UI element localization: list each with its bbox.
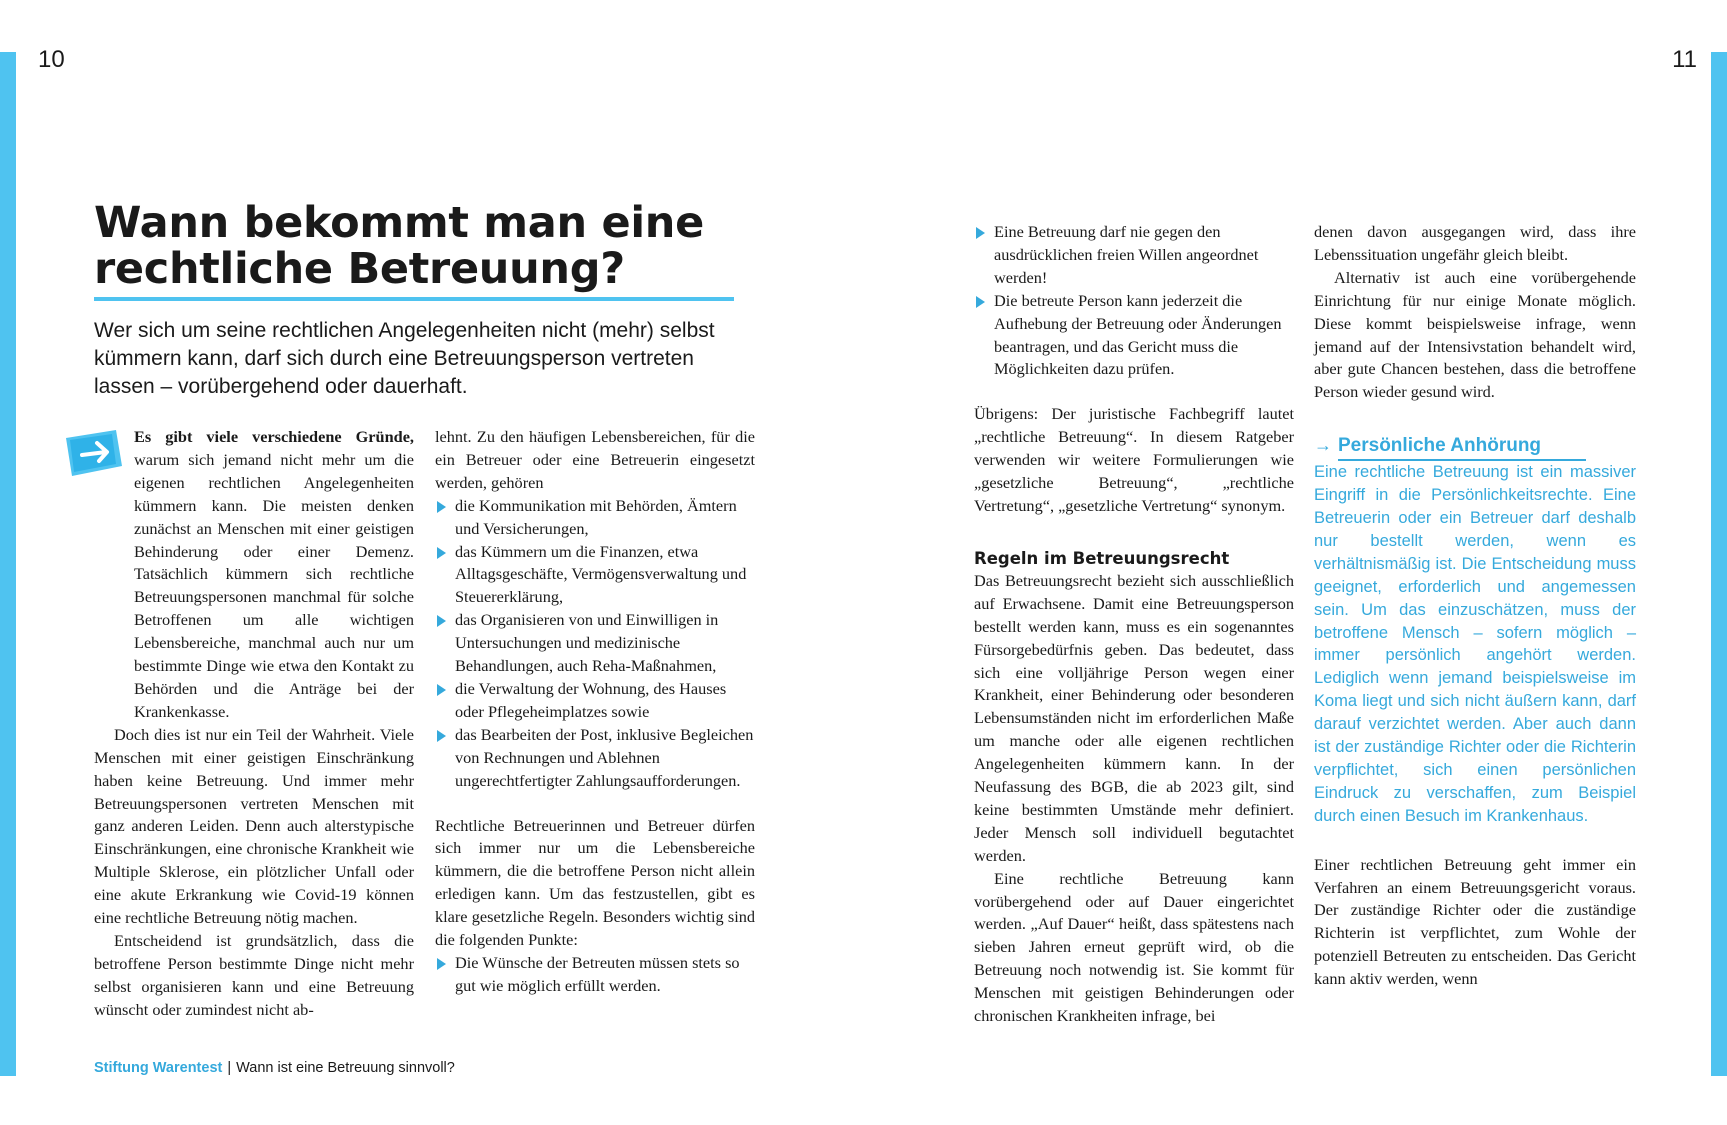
paragraph: Alternativ ist auch eine vorübergehende Einrichtung für nur einige Monate möglich. Diese kommt beispielsweise infrage, wenn jemand auf der Intensivstation behandelt wird, aber gute Chancen bestehen, dass die betroffene Person wieder gesund wird.: [1314, 267, 1636, 402]
list-item: Eine Betreuung darf nie gegen den ausdrücklichen freien Willen angeordnet werden!: [974, 221, 1294, 290]
list-item: Die Wünsche der Betreuten müssen stets so gut wie möglich erfüllt werden.: [435, 952, 755, 998]
title-underline: [94, 297, 734, 301]
paragraph: Eine rechtliche Betreuung kann vorübergehend oder auf Dauer eingerichtet werden. „Auf Dauer“ heißt, dass spätestens nach sieben Jahren erneut geprüft wird, ob die Betreuung noch notwendig ist. Sie kommt für Menschen mit geistigen Behinderungen oder chronischen Krankheiten infrage, bei: [974, 868, 1294, 1026]
paragraph: Einer rechtlichen Betreuung geht immer ein Verfahren an einem Betreuungsgericht voraus. Der zuständige Richter oder die zuständige Richterin ist verpflichtet, zum Wohle der potenziell Betreuten zu entscheiden. Das Gericht kann aktiv werden, wenn: [1314, 854, 1636, 989]
right-edge-bar: [1711, 52, 1727, 1076]
bullet-triangle-icon: [976, 227, 985, 239]
bullet-triangle-icon: [437, 684, 446, 696]
paragraph: Rechtliche Betreuerinnen und Betreuer dürfen sich immer nur um die Lebensbereiche kümmern, die die betroffene Person nicht allein erledigen kann. Um das festzustellen, gibt es klare gesetzliche Regeln. Besonders wichtig sind die folgenden Punkte:: [435, 815, 755, 950]
arrow-right-icon: →: [1314, 435, 1332, 456]
paragraph: Das Betreuungsrecht bezieht sich ausschließlich auf Erwachsene. Damit eine Betreuungsperson bestellt werden kann, muss es ein sogenanntes Fürsorgebedürfnis geben. Das bedeutet, dass sich eine volljährige Person wegen einer Krankheit, einer Behinderung oder besonderen Lebensumständen nicht im erforderlichen Maße um manche oder alle eigenen rechtlichen Angelegenheiten kümmern kann. In der Neufassung des BGB, die ab 2023 gilt, sind keine bestimmten Umstände mehr definiert. Jeder Mensch soll individuell begutachtet werden.: [974, 570, 1294, 865]
paragraph-text: warum sich jemand nicht mehr um die eigenen rechtlichen Angelegenheiten kümmern kann. Die meisten denken zunächst an Menschen mit einer geistigen Behinderung oder einer Demenz. Tatsächlich kümmern sich rechtliche Betreuungspersonen manchmal für solche Betroffenen um alle wichtigen Lebensbereiche, manchmal auch nur um bestimmte Dinge wie etwa den Kontakt zu Behörden und die Anträge bei der Krankenkasse.: [134, 449, 414, 721]
column-4: [1314, 221, 1636, 991]
left-edge-bar: [0, 52, 16, 1076]
lead-paragraph: Wer sich um seine rechtlichen Angelegenheiten nicht (mehr) selbst kümmern kann, darf sich durch eine Betreuungsperson vertreten lassen – vorübergehend oder dauerhaft.: [94, 319, 715, 398]
column-1: [94, 426, 414, 1022]
paragraph: Entscheidend ist grundsätzlich, dass die betroffene Person bestimmte Dinge nicht mehr selbst organisieren kann und eine Betreuung wünscht oder zumindest nicht ab-: [94, 930, 414, 1019]
info-box-title: Persönliche Anhörung: [1338, 435, 1586, 461]
paragraph: lehnt. Zu den häufigen Lebensbereichen, für die ein Betreuer oder eine Betreuerin eingesetzt werden, gehören: [435, 427, 755, 492]
paragraph: [94, 426, 414, 724]
bullet-list: [435, 495, 755, 793]
list-item: das Organisieren von und Einwilligen in Untersuchungen und medizinische Behandlungen, auch Reha-Maßnahmen,: [435, 609, 755, 678]
footer-brand: Stiftung Warentest: [94, 1060, 223, 1076]
footer: [94, 1060, 455, 1076]
lead-in-text: Es gibt viele verschiedene Gründe,: [134, 427, 414, 446]
paragraph: Übrigens: Der juristische Fachbegriff lautet „rechtliche Betreuung“. In diesem Ratgeber verwenden wir weitere Formulierungen wie „gesetzliche Betreuung“, „rechtliche Vertretung“, „gesetzliche Vertretung“ synonym.: [974, 404, 1294, 515]
info-box-heading: [1314, 434, 1636, 461]
info-box-text: Eine rechtliche Betreuung ist ein massiver Eingriff in die Persönlichkeitsrechte. Eine Betreuerin oder ein Betreuer darf deshalb nur bestellt werden, wenn es verhältnismäßig ist. Die Entscheidung muss geeignet, erforderlich und angemessen sein. Um das einzuschätzen, muss der betroffene Mensch – sofern möglich – immer persönlich angehört werden. Lediglich wenn jemand beispielsweise im Koma liegt und sich nicht äußern kann, darf darauf verzichtet werden. Aber auch dann ist der zuständige Richter oder die Richterin verpflichtet, sich einen persönlichen Eindruck zu verschaffen, zum Beispiel durch einen Besuch im Krankenhaus.: [1314, 463, 1636, 825]
list-item: das Bearbeiten der Post, inklusive Begleichen von Rechnungen und Ablehnen ungerechtfertigter Zahlungsaufforderungen.: [435, 724, 755, 793]
bullet-triangle-icon: [437, 501, 446, 513]
bullet-triangle-icon: [437, 615, 446, 627]
paragraph: denen davon ausgegangen wird, dass ihre Lebenssituation ungefähr gleich bleibt.: [1314, 222, 1636, 264]
paragraph: Doch dies ist nur ein Teil der Wahrheit. Viele Menschen mit einer geistigen Einschränkung haben keine Betreuung. Und immer mehr Betreuungspersonen vertreten Menschen mit ganz anderen Leiden. Denn auch alterstypische Einschränkungen, eine chronische Krankheit wie Multiple Sklerose, ein plötzlicher Unfall oder eine akute Erkrankung wie Covid-19 können eine rechtliche Betreuung nötig machen.: [94, 724, 414, 928]
bullet-triangle-icon: [976, 296, 985, 308]
column-2: [435, 426, 755, 998]
bullet-list: [974, 221, 1294, 381]
section-heading: Regeln im Betreuungsrecht: [974, 548, 1230, 568]
list-item: die Kommunikation mit Behörden, Ämtern und Versicherungen,: [435, 495, 755, 541]
bullet-triangle-icon: [437, 730, 446, 742]
bullet-triangle-icon: [437, 547, 446, 559]
list-item: Die betreute Person kann jederzeit die Aufhebung der Betreuung oder Änderungen beantragen, und das Gericht muss die Möglichkeiten dazu prüfen.: [974, 290, 1294, 382]
footer-separator: |: [227, 1060, 232, 1076]
page-number-right: 11: [1672, 46, 1697, 73]
list-item: die Verwaltung der Wohnung, des Hauses oder Pflegeheimplatzes sowie: [435, 678, 755, 724]
page-number-left: 10: [38, 46, 65, 73]
bullet-triangle-icon: [437, 958, 446, 970]
bullet-list: [435, 952, 755, 998]
column-3: [974, 221, 1294, 1028]
footer-title: Wann ist eine Betreuung sinnvoll?: [236, 1060, 455, 1076]
page-title: Wann bekommt man eine rechtliche Betreuung?: [94, 198, 704, 294]
list-item: das Kümmern um die Finanzen, etwa Alltagsgeschäfte, Vermögensverwaltung und Steuererklärung,: [435, 541, 755, 610]
